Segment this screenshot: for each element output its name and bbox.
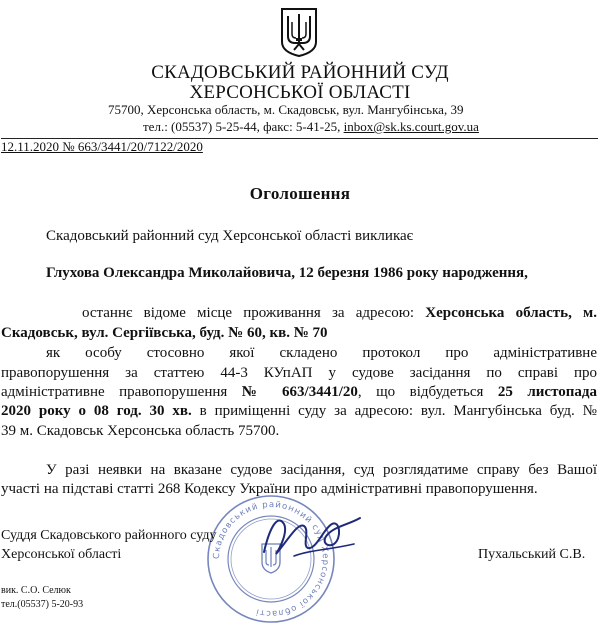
intro-line: Скадовський районний суд Херсонської області викликає [46, 228, 414, 244]
notice-line-2: участі на підставі статті 268 Кодексу України про адміністративні правопорушення. [1, 481, 538, 497]
hearing-date-2: 2020 року о 08 год. 30 хв. [1, 403, 192, 419]
email-link[interactable]: inbox@sk.ks.court.gov.ua [343, 119, 479, 134]
residence-line-1 [82, 305, 597, 322]
venue-text: в приміщенні суду за адресою: вул. Мангубінська буд. № [191, 403, 597, 419]
role-line-2: правопорушення за статтею 44-3 КУпАП у судове засідання по справі про [1, 365, 597, 381]
hearing-line [1, 403, 597, 420]
handwritten-signature-icon [258, 504, 366, 566]
stamp-text: Скадовський районний суд Херсонської області [211, 499, 331, 619]
residence-address-2: Скадовськ, вул. Сергіївська, буд. № 60, кв. № 70 [1, 325, 328, 341]
executor-phone: тел.(05537) 5-20-93 [1, 599, 84, 610]
role-text-b: , що відбудеться [357, 384, 484, 400]
person-line [46, 265, 528, 282]
reference-number: 12.11.2020 № 663/3441/20/7122/2020 [1, 139, 203, 154]
residence-address-1: Херсонська область, м. [425, 305, 597, 321]
person-name: Глухова Олександра Миколайовича, 12 березня 1986 року народження, [46, 265, 528, 281]
court-region: ХЕРСОНСЬКОЇ ОБЛАСТІ [189, 82, 411, 103]
executor: вик. С.О. Селюк [1, 585, 71, 596]
judge-name: Пухальський С.В. [478, 547, 586, 562]
notice-line-1: У разі неявки на вказане судове засідання, суд розглядатиме справу без Вашої [46, 462, 597, 478]
hearing-date-1: 25 листопада [497, 384, 597, 400]
residence-line-2 [1, 325, 328, 342]
phone-fax: тел.: (05537) 5-25-44, факс: 5-41-25, [143, 119, 344, 134]
role-line-1: як особу стосовно якої складено протокол про адміністративне [46, 345, 597, 361]
judge-position-1: Суддя Скадовського районного суду [1, 528, 217, 543]
judge-position-2: Херсонської області [1, 547, 122, 562]
court-name: СКАДОВСЬКИЙ РАЙОННИЙ СУД [151, 62, 449, 83]
trident-emblem-icon [279, 6, 319, 58]
role-line-3 [1, 384, 597, 401]
case-number: № 663/3441/20 [241, 384, 358, 400]
residence-lead: останнє відоме місце проживання за адресою: [82, 305, 415, 321]
court-contacts [143, 119, 479, 135]
venue-line-2: 39 м. Скадовськ Херсонська область 75700. [1, 423, 280, 439]
role-text-a: адміністративне правопорушення [1, 384, 228, 400]
document-title: Оголошення [249, 184, 351, 203]
court-address: 75700, Херсонська область, м. Скадовськ, вул. Мангубінська, 39 [108, 102, 464, 117]
